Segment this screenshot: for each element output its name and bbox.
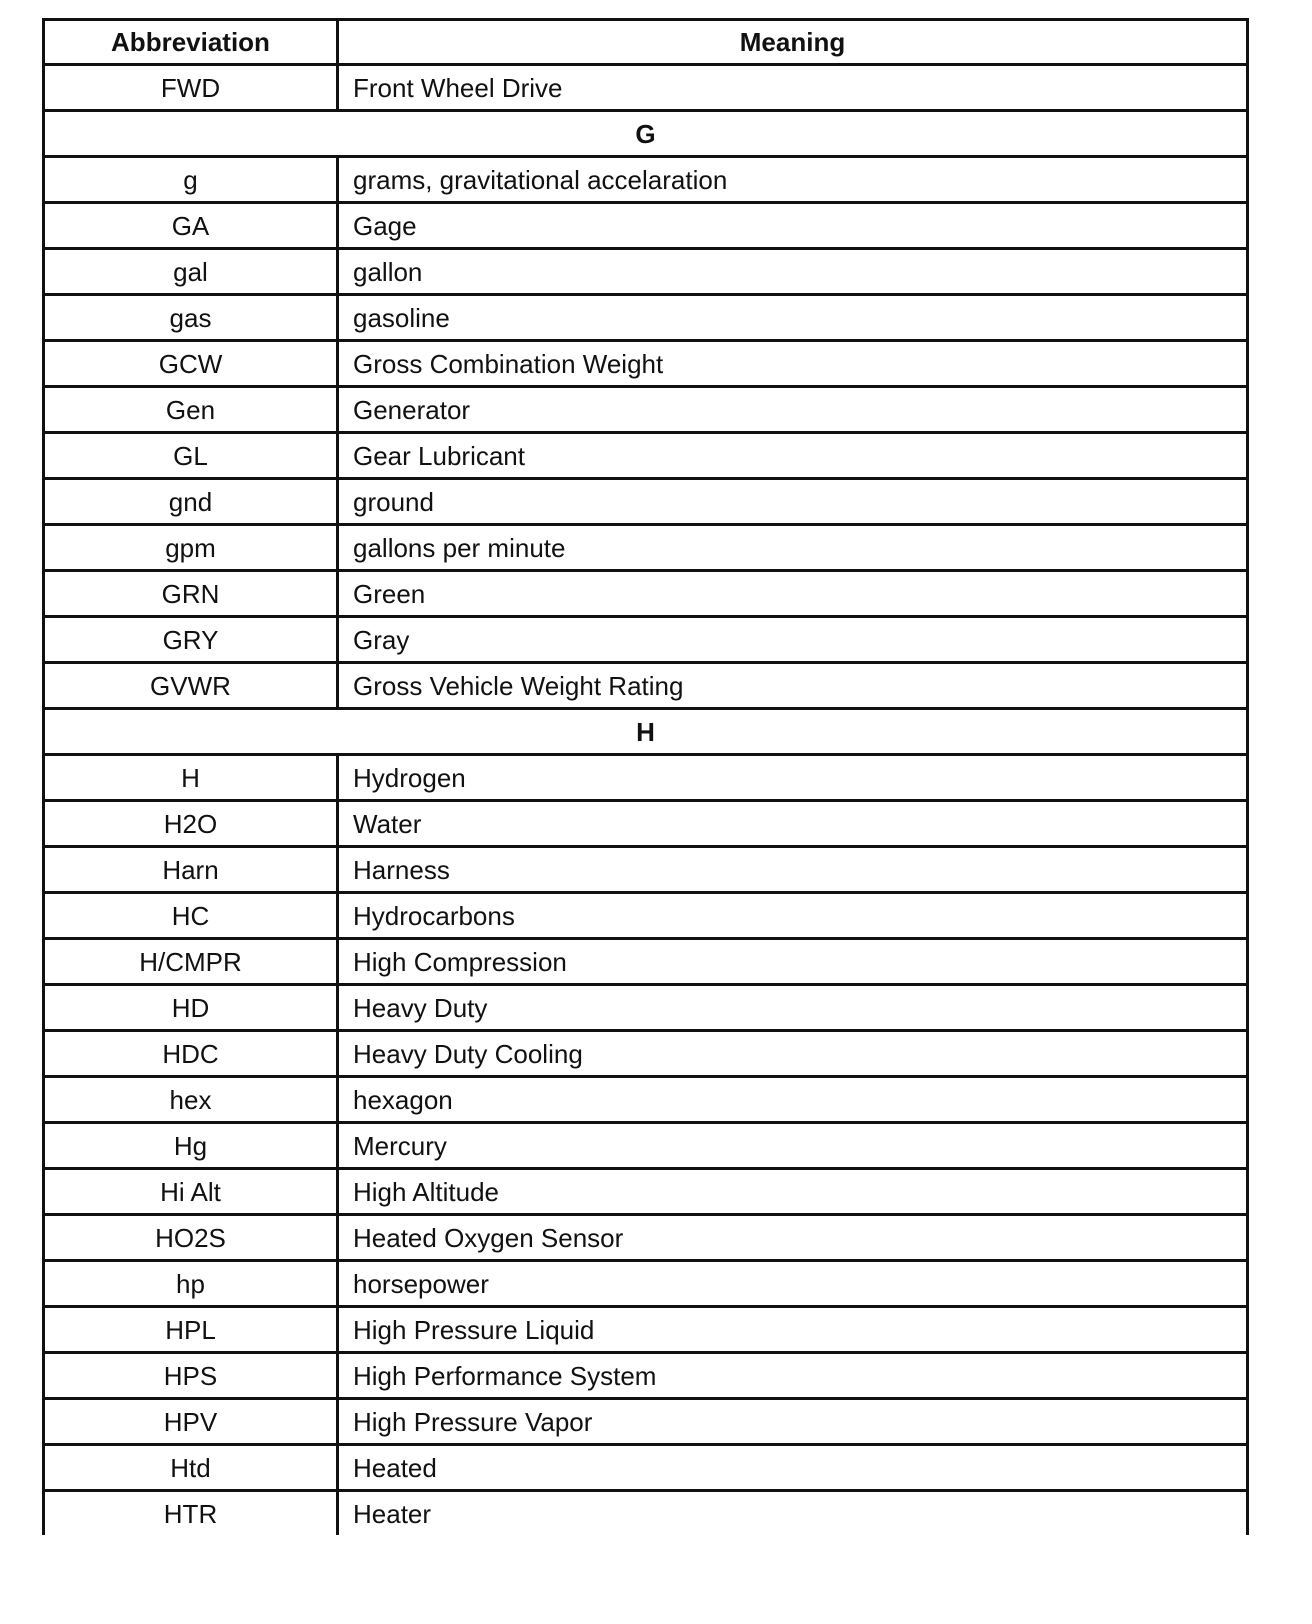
abbreviation-cell: HDC [44, 1031, 338, 1077]
table-row [44, 479, 1248, 525]
table-row [44, 663, 1248, 709]
meaning-cell: gallons per minute [338, 525, 1248, 571]
meaning-cell: Heavy Duty [338, 985, 1248, 1031]
abbreviation-cell: GRY [44, 617, 338, 663]
abbreviation-cell: H2O [44, 801, 338, 847]
meaning-cell: Heated Oxygen Sensor [338, 1215, 1248, 1261]
abbreviation-table [42, 18, 1249, 1535]
meaning-cell: gasoline [338, 295, 1248, 341]
meaning-cell: grams, gravitational accelaration [338, 157, 1248, 203]
abbreviation-cell: H/CMPR [44, 939, 338, 985]
abbreviation-cell: gpm [44, 525, 338, 571]
table-row [44, 893, 1248, 939]
abbreviation-cell: FWD [44, 65, 338, 111]
table-row [44, 1307, 1248, 1353]
table-row [44, 1077, 1248, 1123]
abbreviation-cell: hex [44, 1077, 338, 1123]
abbreviation-cell: HTR [44, 1491, 338, 1536]
meaning-cell: horsepower [338, 1261, 1248, 1307]
table-row [44, 341, 1248, 387]
abbreviation-cell: HC [44, 893, 338, 939]
abbreviation-cell: Htd [44, 1445, 338, 1491]
table-row [44, 617, 1248, 663]
table-row [44, 1031, 1248, 1077]
meaning-cell: Heated [338, 1445, 1248, 1491]
abbreviation-cell: HO2S [44, 1215, 338, 1261]
table-row [44, 1215, 1248, 1261]
meaning-cell: Generator [338, 387, 1248, 433]
table-row [44, 1353, 1248, 1399]
table-row [44, 249, 1248, 295]
abbreviation-cell: GCW [44, 341, 338, 387]
abbreviation-cell: GL [44, 433, 338, 479]
abbreviation-cell: g [44, 157, 338, 203]
table-row [44, 755, 1248, 801]
meaning-cell: High Pressure Vapor [338, 1399, 1248, 1445]
meaning-cell: Gear Lubricant [338, 433, 1248, 479]
column-header-abbreviation: Abbreviation [44, 20, 338, 65]
meaning-cell: High Altitude [338, 1169, 1248, 1215]
table-row [44, 801, 1248, 847]
meaning-cell: Mercury [338, 1123, 1248, 1169]
meaning-cell: High Pressure Liquid [338, 1307, 1248, 1353]
abbreviation-cell: HPV [44, 1399, 338, 1445]
abbreviation-cell: H [44, 755, 338, 801]
meaning-cell: Green [338, 571, 1248, 617]
meaning-cell: Gage [338, 203, 1248, 249]
table-row [44, 65, 1248, 111]
meaning-cell: ground [338, 479, 1248, 525]
table-row [44, 295, 1248, 341]
meaning-cell: Water [338, 801, 1248, 847]
table-row [44, 1399, 1248, 1445]
abbreviation-cell: Hi Alt [44, 1169, 338, 1215]
table-row [44, 1491, 1248, 1536]
column-header-meaning: Meaning [338, 20, 1248, 65]
table-body [44, 65, 1248, 1536]
table-row [44, 571, 1248, 617]
abbreviation-cell: gal [44, 249, 338, 295]
abbreviation-cell: gas [44, 295, 338, 341]
table-row [44, 203, 1248, 249]
table-row [44, 433, 1248, 479]
abbreviation-cell: hp [44, 1261, 338, 1307]
meaning-cell: Hydrocarbons [338, 893, 1248, 939]
abbreviation-cell: GRN [44, 571, 338, 617]
abbreviation-cell: gnd [44, 479, 338, 525]
meaning-cell: Hydrogen [338, 755, 1248, 801]
meaning-cell: hexagon [338, 1077, 1248, 1123]
abbreviation-cell: Gen [44, 387, 338, 433]
abbreviation-cell: HPS [44, 1353, 338, 1399]
abbreviation-cell: HPL [44, 1307, 338, 1353]
section-header-row [44, 709, 1248, 755]
table-row [44, 157, 1248, 203]
section-letter: H [44, 709, 1248, 755]
table-row [44, 1169, 1248, 1215]
section-header-row [44, 111, 1248, 157]
table-row [44, 525, 1248, 571]
meaning-cell: Gray [338, 617, 1248, 663]
meaning-cell: Heater [338, 1491, 1248, 1536]
abbreviation-cell: GA [44, 203, 338, 249]
table-row [44, 985, 1248, 1031]
table-header-row [44, 20, 1248, 65]
meaning-cell: High Performance System [338, 1353, 1248, 1399]
table-row [44, 1123, 1248, 1169]
table-row [44, 387, 1248, 433]
meaning-cell: Heavy Duty Cooling [338, 1031, 1248, 1077]
meaning-cell: Harness [338, 847, 1248, 893]
meaning-cell: Gross Combination Weight [338, 341, 1248, 387]
abbreviation-cell: GVWR [44, 663, 338, 709]
section-letter: G [44, 111, 1248, 157]
meaning-cell: gallon [338, 249, 1248, 295]
meaning-cell: High Compression [338, 939, 1248, 985]
abbreviation-cell: Harn [44, 847, 338, 893]
table-row [44, 1445, 1248, 1491]
abbreviation-cell: Hg [44, 1123, 338, 1169]
table-row [44, 847, 1248, 893]
meaning-cell: Front Wheel Drive [338, 65, 1248, 111]
table-row [44, 939, 1248, 985]
table-row [44, 1261, 1248, 1307]
meaning-cell: Gross Vehicle Weight Rating [338, 663, 1248, 709]
abbreviation-cell: HD [44, 985, 338, 1031]
